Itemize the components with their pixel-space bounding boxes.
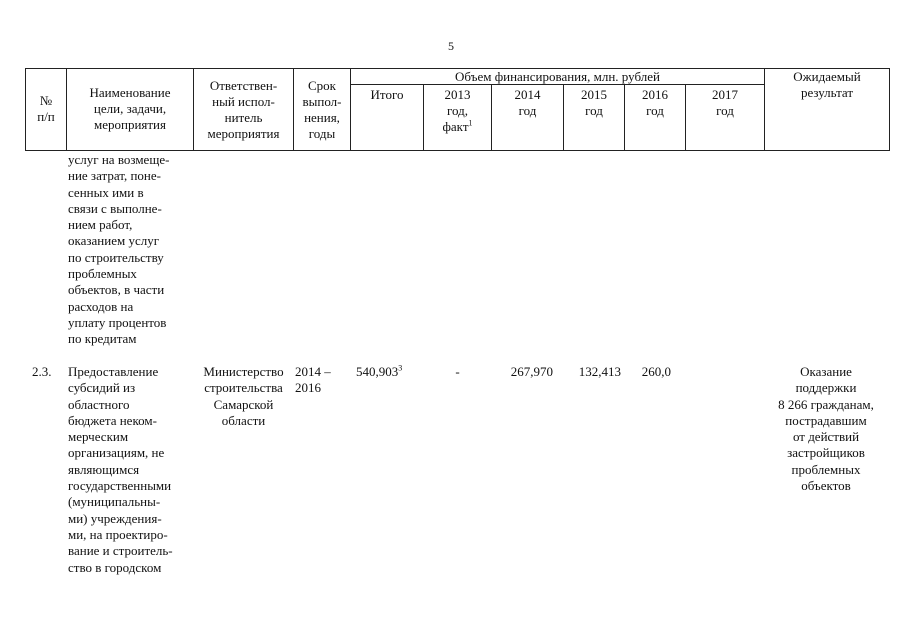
header-result: Ожидаемый результат [793,69,861,100]
header-2016: 2016 год [642,87,668,118]
page-number: 5 [448,39,454,53]
row-result: Оказание поддержки 8 266 гражданам, пострадавшим от действий застройщиков проблемных объектов [778,364,874,494]
row-name: Предоставление субсидий из областного бюджета неком- мерческим организациям, не являющимся государственными (муниципальны- ми) учреждения- ми, на проектиро- вание и строитель- ство в городском [68,364,173,575]
continued-item-name: услуг на возмеще- ние затрат, поне- сенных ими в связи с выполне- нием работ, оказанием услуг по строительству проблемных объектов, в части расходов на уплату процентов по кредитам [68,152,170,347]
row-total-footnote: 3 [398,363,403,373]
header-2017: 2017 год [712,87,738,118]
header-2013 [424,87,491,135]
header-num: № п/п [37,93,55,124]
row-total-value: 540,903 [356,364,399,379]
row-responsible: Министерство строительства Самарской области [203,364,284,428]
row-term: 2014 – 2016 [295,364,331,396]
row-2014: 267,970 [510,364,553,379]
row-number: 2.3. [32,364,52,379]
header-2013-label: 2013 год, факт [442,87,471,134]
header-total: Итого [370,87,404,102]
header-responsible: Ответствен- ный испол- нитель мероприятия [207,78,280,141]
header-funding: Объем финансирования, млн. рублей [455,69,660,84]
header-2014: 2014 год [514,87,541,118]
row-2015: 132,413 [578,364,621,379]
row-2013: - [455,364,460,379]
row-total [356,364,424,380]
header-term: Срок выпол- нения, годы [302,78,342,141]
header-2013-footnote: 1 [468,118,473,128]
header-name: Наименование цели, задачи, мероприятия [89,85,171,132]
header-2015: 2015 год [581,87,607,118]
row-2016: 260,0 [641,364,671,379]
